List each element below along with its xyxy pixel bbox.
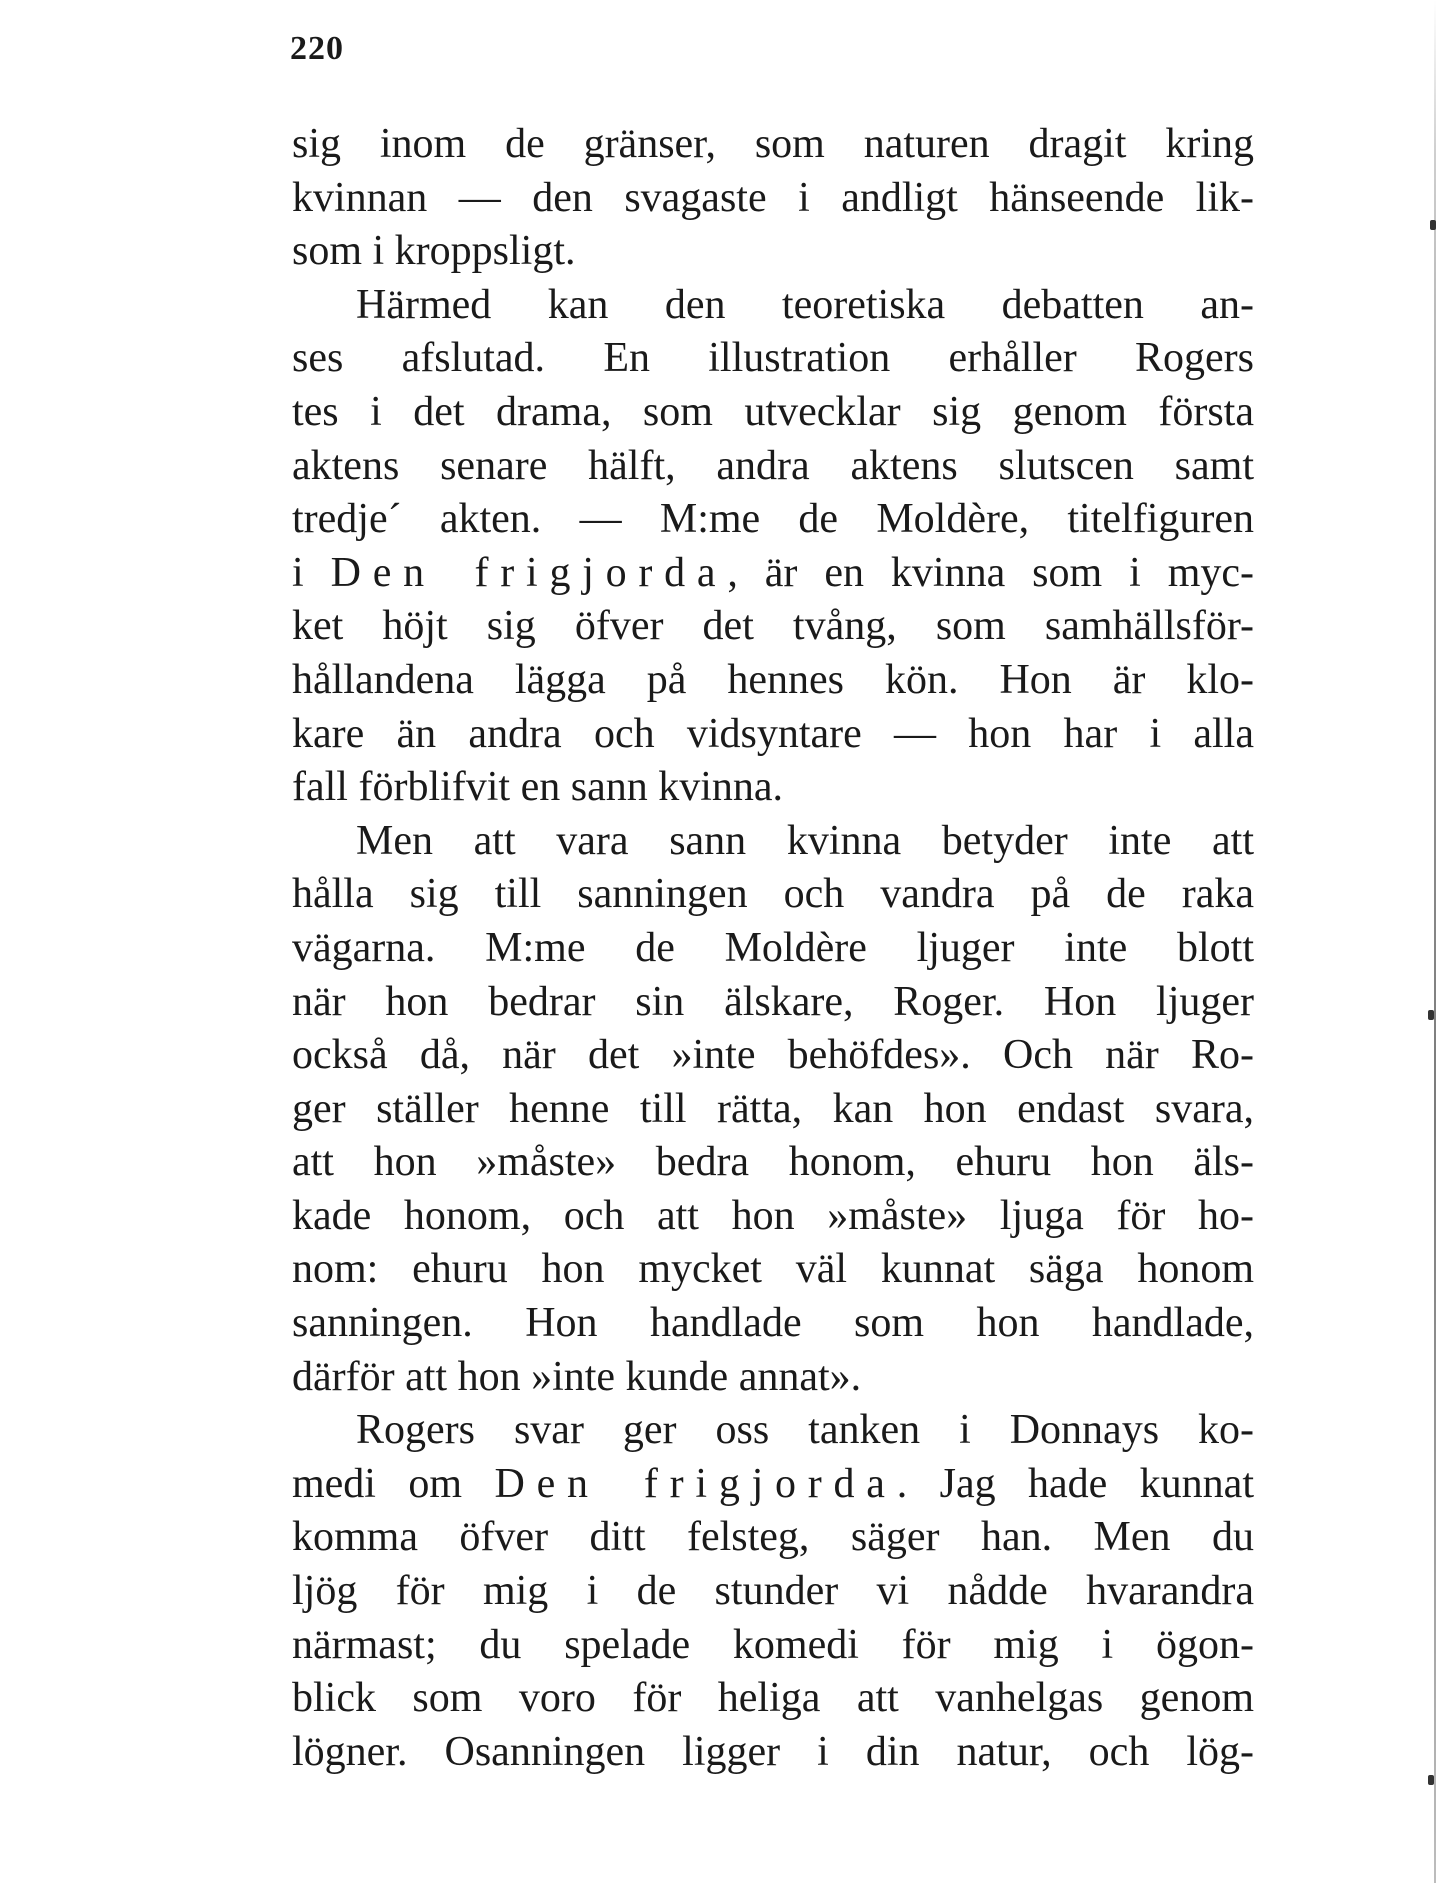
text-line: kare än andra och vidsyntare — hon har i alla <box>292 710 1254 757</box>
text-line: som i kroppsligt. <box>292 228 576 275</box>
text-line: hålla sig till sanningen och vandra på de raka <box>292 871 1254 918</box>
work-title: Den frigjorda <box>330 549 728 596</box>
edge-mark <box>1428 1775 1434 1785</box>
body-text <box>292 118 1254 1779</box>
page-number: 220 <box>290 30 344 67</box>
text-line: tredje´ akten. — M:me de Moldère, titelfiguren <box>292 496 1254 543</box>
text-line: kvinnan — den svagaste i andligt hänseende lik- <box>292 174 1254 221</box>
text-line: ger ställer henne till rätta, kan hon endast svara, <box>292 1085 1254 1132</box>
text-line <box>292 547 1254 601</box>
text-fragment: . Jag hade kunnat <box>896 1460 1254 1507</box>
text-line: Men att vara sann kvinna betyder inte att <box>356 817 1254 864</box>
text-line: sig inom de gränser, som naturen dragit kring <box>292 121 1254 167</box>
text-line <box>292 1458 1254 1512</box>
page-edge <box>1434 0 1436 1883</box>
edge-mark <box>1428 1010 1434 1020</box>
text-line: lögner. Osanningen ligger i din natur, och lög- <box>292 1728 1254 1775</box>
text-line: nom: ehuru hon mycket väl kunnat säga honom <box>292 1246 1254 1293</box>
text-line: Rogers svar ger oss tanken i Donnays ko- <box>356 1407 1254 1454</box>
text-fragment: medi om <box>292 1460 463 1507</box>
text-line: därför att hon »inte kunde annat». <box>292 1353 862 1400</box>
text-line: vägarna. M:me de Moldère ljuger inte blott <box>292 924 1254 971</box>
work-title: Den frigjorda <box>494 1460 897 1507</box>
text-line: när hon bedrar sin älskare, Roger. Hon ljuger <box>292 978 1254 1025</box>
text-fragment: i <box>292 549 304 596</box>
text-line: blick som voro för heliga att vanhelgas genom <box>292 1675 1254 1722</box>
text-line: Härmed kan den teoretiska debatten an- <box>356 281 1254 328</box>
text-line: sanningen. Hon handlade som hon handlade, <box>292 1300 1254 1347</box>
text-line: ljög för mig i de stunder vi nådde hvarandra <box>292 1568 1254 1615</box>
text-fragment: , är en kvinna som i myc- <box>727 549 1255 596</box>
text-line: att hon »måste» bedra honom, ehuru hon äls- <box>292 1139 1254 1186</box>
text-line: aktens senare hälft, andra aktens slutscen samt <box>292 442 1254 489</box>
text-line: hållandena lägga på hennes kön. Hon är klo- <box>292 656 1254 703</box>
text-line: komma öfver ditt felsteg, säger han. Men du <box>292 1514 1254 1561</box>
text-line: kade honom, och att hon »måste» ljuga för ho- <box>292 1192 1254 1239</box>
text-line: fall förblifvit en sann kvinna. <box>292 764 784 811</box>
text-line: ket höjt sig öfver det tvång, som samhällsför- <box>292 603 1254 650</box>
text-line: tes i det drama, som utvecklar sig genom första <box>292 388 1254 435</box>
text-line: ses afslutad. En illustration erhåller Rogers <box>292 335 1254 382</box>
edge-mark <box>1430 220 1436 230</box>
text-line: närmast; du spelade komedi för mig i ögon- <box>292 1621 1254 1668</box>
text-line: också då, när det »inte behöfdes». Och när Ro- <box>292 1032 1254 1079</box>
